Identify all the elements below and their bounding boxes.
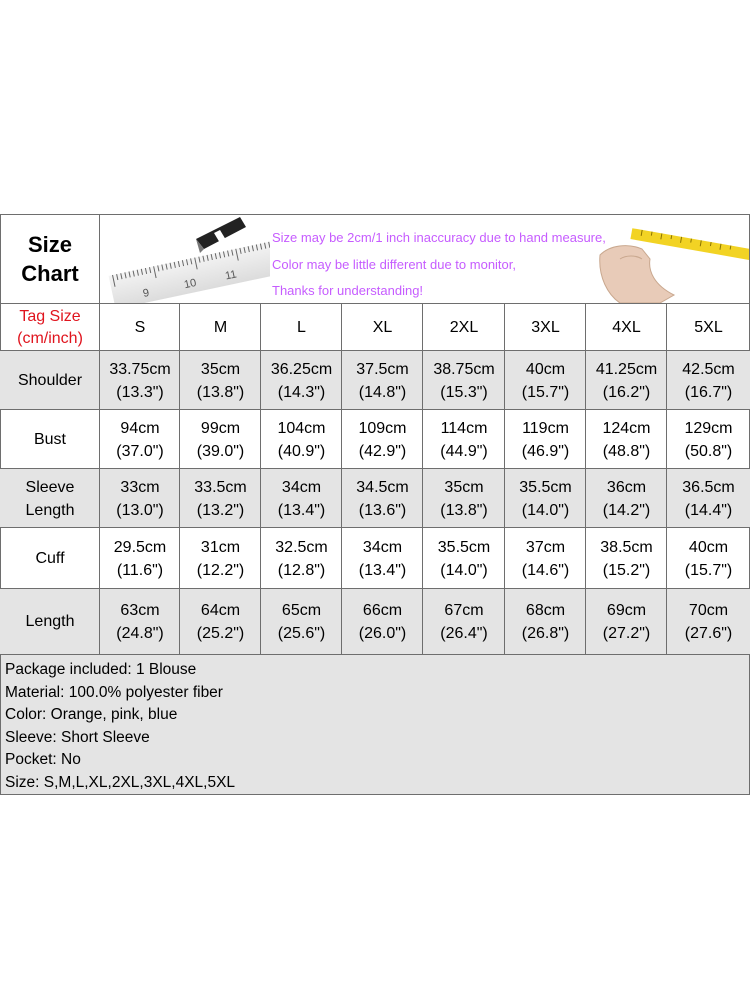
size-header-4xl: 4XL bbox=[612, 319, 641, 336]
size-chart-title: Size Chart bbox=[21, 232, 79, 286]
size-header-5xl: 5XL bbox=[694, 319, 723, 336]
note-thanks: Thanks for understanding! bbox=[272, 283, 424, 298]
table-cell: 35.5cm (14.0") bbox=[437, 538, 491, 579]
row-label: Length bbox=[0, 589, 100, 654]
table-cell: 38.75cm (15.3") bbox=[423, 351, 505, 410]
package-line: Package included: 1 Blouse bbox=[5, 661, 197, 678]
size-header-l: L bbox=[297, 319, 306, 336]
ruler-mark-11: 11 bbox=[224, 268, 238, 283]
ruler-pencil-icon bbox=[100, 215, 270, 303]
column-divider bbox=[585, 304, 586, 654]
table-cell: 34cm (13.4") bbox=[261, 469, 342, 528]
package-line: Color: Orange, pink, blue bbox=[5, 706, 178, 724]
row-label: Sleeve Length bbox=[0, 469, 100, 528]
package-line: Pocket: No bbox=[5, 751, 81, 769]
size-chart bbox=[0, 214, 750, 795]
table-cell: 38.5cm (15.2") bbox=[600, 538, 653, 579]
row-divider bbox=[0, 588, 750, 589]
row-divider bbox=[0, 468, 750, 469]
note-inaccuracy: Size may be 2cm/1 inch inaccuracy due to hand measure, bbox=[272, 230, 606, 245]
table-cell: 70cm (27.6") bbox=[667, 589, 750, 654]
table-cell: 34cm (13.4") bbox=[358, 538, 407, 579]
table-cell: 67cm (26.4") bbox=[423, 589, 505, 654]
package-line: Sleeve: Short Sleeve bbox=[5, 728, 150, 746]
size-header-m: M bbox=[213, 319, 228, 336]
row-divider bbox=[0, 350, 750, 351]
table-cell: 29.5cm (11.6") bbox=[113, 538, 167, 579]
row-label: Shoulder bbox=[0, 351, 100, 410]
row-divider bbox=[0, 303, 750, 304]
table-cell: 114cm (44.9") bbox=[440, 419, 488, 460]
table-cell: 41.25cm (16.2") bbox=[586, 351, 667, 410]
package-info bbox=[0, 654, 750, 795]
table-cell: 32.5cm (12.8") bbox=[275, 538, 328, 579]
table-cell: 34.5cm (13.6") bbox=[342, 469, 423, 528]
table-cell: 36cm (14.2") bbox=[586, 469, 667, 528]
table-cell: 35cm (13.8") bbox=[423, 469, 505, 528]
size-header-xl: XL bbox=[372, 319, 393, 336]
table-cell: 42.5cm (16.7") bbox=[667, 351, 750, 410]
column-divider bbox=[341, 304, 342, 654]
table-cell: 36.25cm (14.3") bbox=[261, 351, 342, 410]
size-header-3xl: 3XL bbox=[531, 319, 560, 336]
table-cell: 109cm (42.9") bbox=[358, 419, 407, 460]
row-label: Cuff bbox=[35, 550, 65, 567]
table-cell: 68cm (26.8") bbox=[505, 589, 586, 654]
measurement-banner bbox=[100, 215, 749, 303]
table-cell: 119cm (46.9") bbox=[521, 419, 570, 460]
note-color: Color may be little different due to monitor, bbox=[272, 257, 516, 272]
column-divider bbox=[99, 214, 100, 654]
column-divider bbox=[422, 304, 423, 654]
column-divider bbox=[504, 304, 505, 654]
table-cell: 31cm (12.2") bbox=[196, 538, 245, 579]
table-cell: 69cm (27.2") bbox=[586, 589, 667, 654]
column-divider bbox=[260, 304, 261, 654]
table-cell: 40cm (15.7") bbox=[684, 538, 733, 579]
table-cell: 33.75cm (13.3") bbox=[100, 351, 180, 410]
table-cell: 65cm (25.6") bbox=[261, 589, 342, 654]
table-cell: 33.5cm (13.2") bbox=[180, 469, 261, 528]
table-cell: 64cm (25.2") bbox=[180, 589, 261, 654]
table-cell: 129cm (50.8") bbox=[684, 419, 733, 460]
table-cell: 37cm (14.6") bbox=[521, 538, 570, 579]
table-cell: 33cm (13.0") bbox=[100, 469, 180, 528]
column-divider bbox=[666, 304, 667, 654]
table-cell: 94cm (37.0") bbox=[116, 419, 164, 460]
table-cell: 104cm (40.9") bbox=[277, 419, 326, 460]
size-header-2xl: 2XL bbox=[449, 319, 479, 336]
table-cell: 37.5cm (14.8") bbox=[342, 351, 423, 410]
column-divider bbox=[179, 304, 180, 654]
table-cell: 99cm (39.0") bbox=[196, 419, 245, 460]
table-cell: 63cm (24.8") bbox=[100, 589, 180, 654]
package-line: Size: S,M,L,XL,2XL,3XL,4XL,5XL bbox=[5, 773, 236, 791]
tag-size-label: Tag Size (cm/inch) bbox=[17, 307, 83, 347]
row-divider bbox=[0, 527, 750, 528]
table-cell: 66cm (26.0") bbox=[342, 589, 423, 654]
table-cell: 35.5cm (14.0") bbox=[505, 469, 586, 528]
table-cell: 40cm (15.7") bbox=[505, 351, 586, 410]
measuring-tape-hand-icon bbox=[590, 215, 749, 303]
size-header-s: S bbox=[134, 319, 146, 336]
table-cell: 36.5cm (14.4") bbox=[667, 469, 750, 528]
table-cell: 124cm (48.8") bbox=[602, 419, 651, 460]
table-cell: 35cm (13.8") bbox=[180, 351, 261, 410]
ruler-mark-10: 10 bbox=[182, 276, 198, 292]
row-label: Bust bbox=[33, 431, 66, 448]
package-line: Material: 100.0% polyester fiber bbox=[5, 683, 223, 701]
row-divider bbox=[0, 409, 750, 410]
ruler-mark-9: 9 bbox=[141, 286, 151, 300]
